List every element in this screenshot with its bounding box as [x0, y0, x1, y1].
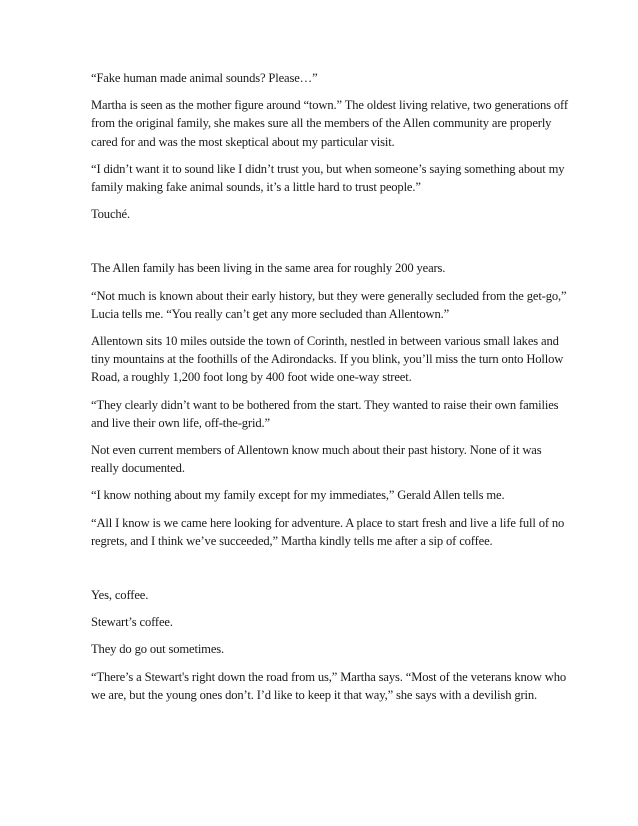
paragraph: The Allen family has been living in the same area for roughly 200 years.: [91, 261, 446, 276]
paragraph: “All I know is we came here looking for adventure. A place to start fresh and live a life full of no regrets, and I think we’ve succeeded,” Martha kindly tells me after a sip of coffee.: [91, 515, 565, 548]
paragraph: Yes, coffee.: [91, 588, 149, 603]
paragraph: “They clearly didn’t want to be bothered from the start. They wanted to raise their own families and live their own life, off-the-grid.”: [91, 397, 559, 430]
paragraph: Touché.: [91, 207, 130, 222]
paragraph: “There’s a Stewart's right down the road from us,” Martha says. “Most of the veterans know who we are, but the young ones don’t. I’d like to keep it that way,” she says with a devilish grin.: [91, 669, 567, 702]
paragraph: Stewart’s coffee.: [91, 615, 173, 630]
paragraph: They do go out sometimes.: [91, 642, 225, 657]
paragraph: “Not much is known about their early history, but they were generally secluded from the get-go,” Lucia tells me. “You really can’t get any more secluded than Allentown.”: [91, 288, 567, 321]
paragraph: Allentown sits 10 miles outside the town of Corinth, nestled in between various small lakes and tiny mountains at the foothills of the Adirondacks. If you blink, you’ll miss the turn onto Hollow Road, a roughly 1,200 foot long by 400 foot wide one-way street.: [91, 334, 564, 385]
paragraph: Martha is seen as the mother figure around “town.” The oldest living relative, two generations off from the original family, she makes sure all the members of the Allen community are properly cared for and was the most skeptical about my particular visit.: [91, 98, 568, 149]
paragraph: Not even current members of Allentown know much about their past history. None of it was really documented.: [91, 443, 542, 476]
document-body: [91, 69, 569, 713]
section-spacer: [91, 559, 569, 586]
paragraph: “I know nothing about my family except for my immediates,” Gerald Allen tells me.: [91, 488, 505, 503]
paragraph: “Fake human made animal sounds? Please…”: [91, 71, 318, 85]
paragraph: “I didn’t want it to sound like I didn’t trust you, but when someone’s saying something about my family making fake animal sounds, it’s a little hard to trust people.”: [91, 161, 565, 195]
section-spacer: [91, 232, 569, 259]
